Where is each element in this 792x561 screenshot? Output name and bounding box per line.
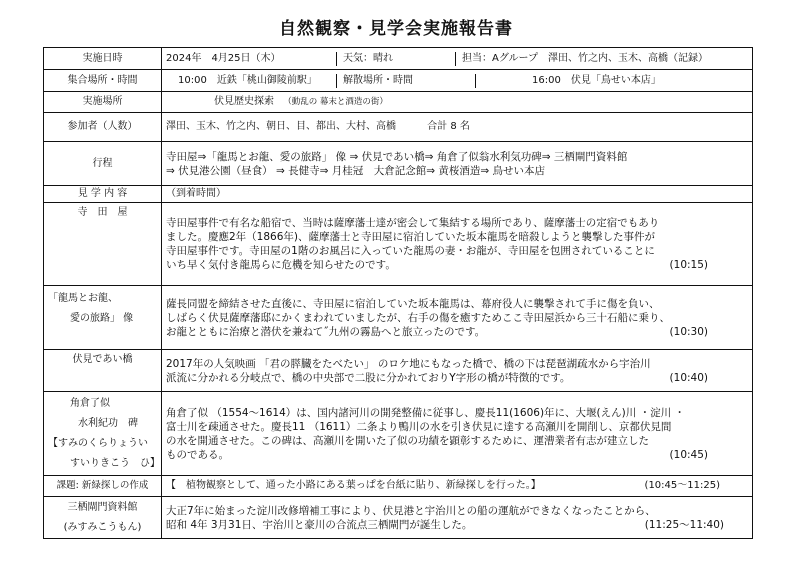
dismiss-label: 解散場所・時間 (343, 74, 413, 86)
teradaya-line-1: 寺田屋事件で有名な船宿で、当時は薩摩藩士達が密会して集結する場所であり、薩摩藩士の定宿でもあり (166, 217, 660, 229)
cell-participants (162, 113, 753, 142)
label-task: 課題: 新緑探しの作成 (44, 476, 162, 497)
lock-line-2: 昭和 4年 3月31日、宇治川と豪川の合流点三栖閘門が誕生した。 (166, 518, 473, 531)
cell-teradaya (162, 203, 753, 286)
task-value: 【 植物観察として、通った小路にある葉っぱを台紙に貼り、新緑探しを行った。】 (166, 480, 541, 491)
participant-total: 合計 8 名 (427, 121, 470, 132)
teradaya-line-2: ました。慶應2年（1866年)、薩摩藩士と寺田屋に宿泊していた坂本龍馬を暗殺しようと襲撃した事件が (166, 231, 655, 243)
monument-line-2: 富士川を疎通させた。慶長11 （1611）二条より鴨川の水を引き伏見に達する高瀬川を開削し、京都伏見間 (166, 420, 672, 433)
cell-date (162, 48, 753, 70)
lock-label-2: (みすみこうもん) (63, 521, 142, 533)
cell-place (162, 92, 753, 113)
label-lock (44, 497, 162, 539)
cell-task (162, 476, 753, 497)
teradaya-time: (10:15) (669, 259, 708, 271)
statue-line-3: お龍とともに治療と潜伏を兼ねて˝九州の霧島へと旅立ったのです。 (166, 325, 486, 338)
label-content: 見 学 内 容 (44, 186, 162, 203)
lock-time: (11:25～11:40) (644, 518, 724, 531)
cell-itinerary (162, 142, 753, 186)
label-statue (44, 286, 162, 350)
cell-statue (162, 286, 753, 350)
statue-line-1: 薩長同盟を締結させた直後に、寺田屋に宿泊していた坂本龍馬は、幕府役人に襲撃されて手に傷を負い、 (166, 297, 660, 310)
label-place: 実施場所 (44, 92, 162, 113)
label-participants: 参加者（人数） (44, 113, 162, 142)
cell-monument (162, 392, 753, 476)
cell-lock (162, 497, 753, 539)
lock-line-1: 大正7年に始まった淀川改修増補工事により、伏見港と宇治川との船の運航ができなくなったことから、 (166, 504, 656, 517)
row-teradaya (44, 203, 753, 286)
label-meeting: 集合場所・時間 (44, 70, 162, 92)
row-lock (44, 497, 753, 539)
teradaya-line-3: 寺田屋事件です。寺田屋の1階のお風呂に入っていた龍馬の妻・お龍が、寺田屋を包囲されていることに (166, 245, 655, 257)
statue-label-1: 「龍馬とお龍、 (48, 293, 118, 304)
row-statue (44, 286, 753, 350)
teradaya-line-4: いち早く気付き龍馬らに危機を知らせたのです。 (166, 259, 396, 271)
row-content-header (44, 186, 753, 203)
report-title: 自然観察・見学会実施報告書 (279, 19, 513, 39)
weather-value: 天気：晴れ (343, 52, 393, 64)
monument-line-3: の水を開通させた。この碑は、高瀬川を開いた了似の功績を顕彰するために、運漕業者有志が建立した (166, 434, 649, 447)
place-value: 伏見歴史探索 (214, 96, 274, 107)
meeting-value: 10:00 近鉄「桃山御陵前駅」 (178, 74, 317, 86)
monument-label-2: 水利紀功 碑 (78, 418, 138, 429)
label-itinerary: 行程 (44, 142, 162, 186)
bridge-line-2: 派流に分かれる分岐点で、橋の中央部で二股に分かれておりY字形の橋が特徴的です。 (166, 371, 571, 384)
itinerary-line-2: ⇒ 伏見港公園（昼食） ⇒ 長健寺⇒ 月桂冠 大倉記念館⇒ 黄桜酒造⇒ 鳥せい本店 (166, 164, 546, 177)
monument-time: (10:45) (669, 448, 708, 461)
row-bridge (44, 350, 753, 392)
staff-value: 担当：Aグループ 澤田、竹之内、玉木、高橋（記録） (462, 52, 709, 64)
place-sub: （動乱の 幕末と酒造の街） (283, 97, 388, 107)
task-time: (10:45～11:25) (644, 480, 720, 491)
monument-line-1: 角倉了似 （1554～1614）は、国内諸河川の開発整備に従事し、慶長11(1606)年に、大堰(えん)川 ・淀川 ・ (166, 406, 685, 419)
statue-time: (10:30) (669, 325, 708, 338)
label-bridge: 伏見であい橋 (44, 350, 162, 392)
report-table (43, 47, 753, 539)
content-arrival: （到着時間） (162, 186, 753, 203)
monument-label-3: 【すみのくらりょうい (48, 438, 148, 449)
statue-label-2: 愛の旅路」 像 (70, 313, 134, 324)
row-place (44, 92, 753, 113)
statue-line-2: しばらく伏見薩摩藩邸にかくまわれていましたが、右手の傷を癒すためここ寺田屋浜から三十石船に乗り、 (166, 311, 670, 324)
row-date (44, 48, 753, 70)
monument-label-1: 角倉了似 (70, 398, 110, 409)
row-task (44, 476, 753, 497)
monument-line-4: ものである。 (166, 448, 229, 461)
bridge-line-1: 2017年の人気映画 「君の膵臓をたべたい」 のロケ地にもなった橋で、橋の下は琵琶湖疏水から宇治川 (166, 357, 651, 370)
bridge-time: (10:40) (669, 371, 708, 384)
row-monument (44, 392, 753, 476)
row-meeting (44, 70, 753, 92)
monument-label-4: すいりきこう ひ】 (70, 458, 160, 469)
label-date: 実施日時 (44, 48, 162, 70)
row-participants (44, 113, 753, 142)
label-monument (44, 392, 162, 476)
row-itinerary (44, 142, 753, 186)
cell-meeting (162, 70, 753, 92)
itinerary-line-1: 寺田屋⇒「龍馬とお龍、愛の旅路」 像 ⇒ 伏見であい橋⇒ 角倉了似翁水利気功碑⇒ 三栖閘門資料館 (166, 150, 628, 163)
participant-names: 澤田、玉木、竹之内、朝日、目、都出、大村、高橋 (166, 121, 396, 132)
cell-bridge (162, 350, 753, 392)
lock-label-1: 三栖閘門資料館 (67, 501, 138, 513)
label-teradaya: 寺 田 屋 (44, 203, 162, 286)
dismiss-value: 16:00 伏見「鳥せい本店」 (532, 74, 661, 86)
date-value: 2024年 4月25日（木） (166, 52, 281, 64)
